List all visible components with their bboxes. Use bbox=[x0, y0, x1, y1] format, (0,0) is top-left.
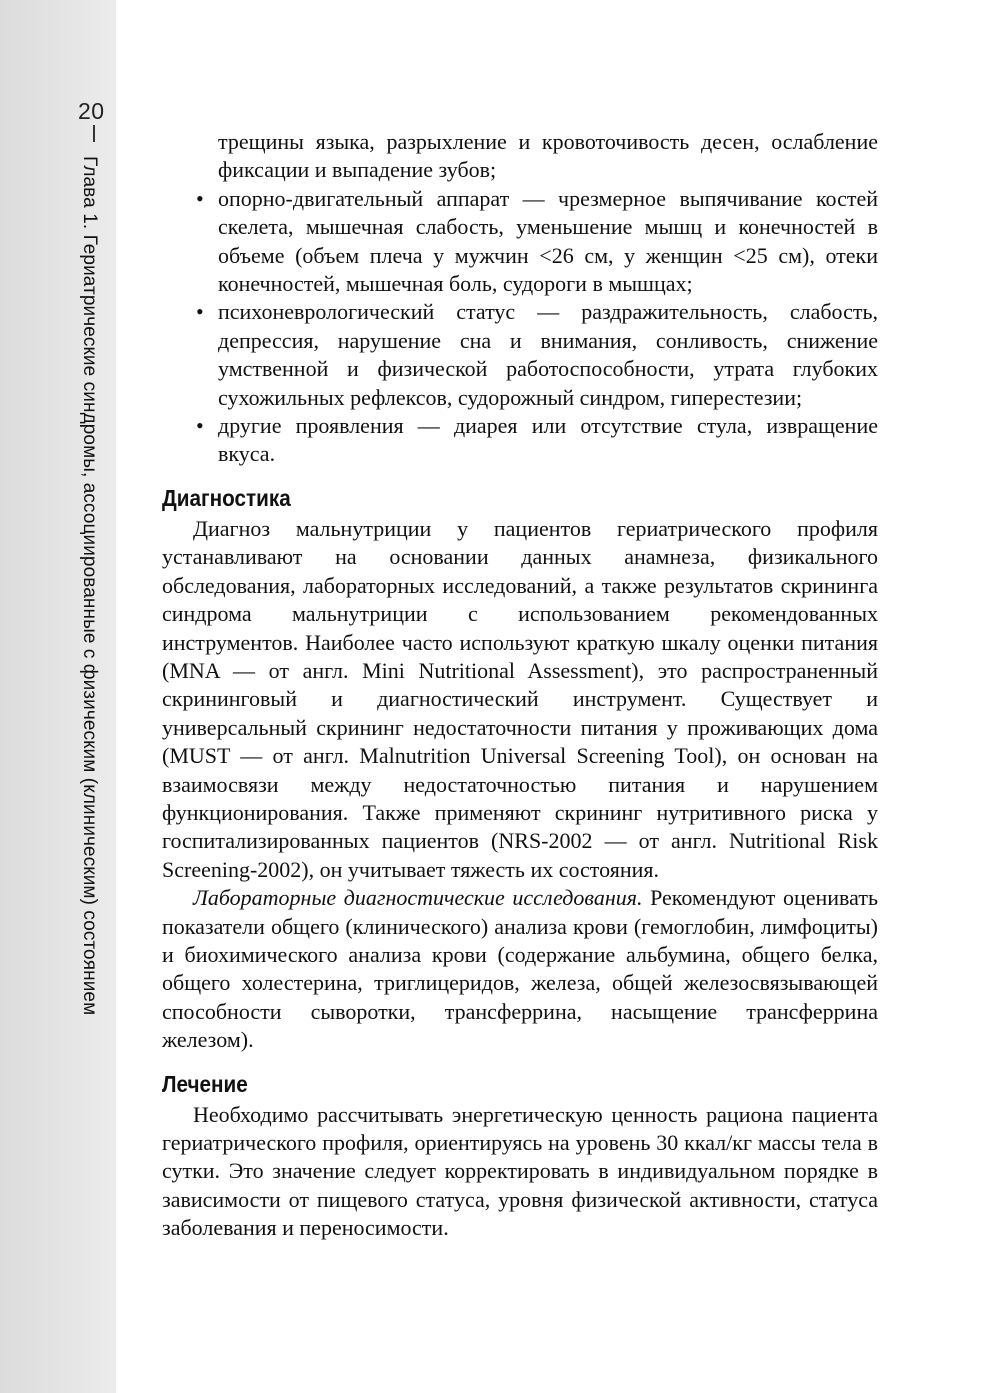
list-item bbox=[162, 298, 878, 412]
list-item bbox=[162, 412, 878, 469]
continued-list-text: трещины языка, разрыхление и кровоточивость десен, ослабление фиксации и выпадение зубов; bbox=[218, 129, 878, 183]
main-text bbox=[162, 128, 878, 1243]
bullet-icon: • bbox=[196, 185, 204, 211]
list-item-text: опорно-двигательный аппарат — чрезмерное выпячивание костей скелета, мышечная слабость, уменьшение мышц и конечностей в объеме (объем плеча у мужчин <26 см, у женщин <25 см), отеки конечностей, мышечная боль, судороги в мышцах; bbox=[218, 185, 878, 297]
page-number: 20 bbox=[78, 98, 105, 124]
treatment-paragraph: Необходимо рассчитывать энергетическую ценность рациона пациента гериатрического профиля, ориентируясь на уровень 30 ккал/кг массы тела в сутки. Это значение следует корректировать в индивидуальном порядке в зависимости от пищевого статуса, уровня физической активности, статуса заболевания и переносимости. bbox=[162, 1101, 878, 1241]
list-item-text: психоневрологический статус — раздражительность, слабость, депрессия, нарушение сна и внимания, сонливость, снижение умственной и физической работоспособности, утрата глубоких сухожильных рефлексов, судорожный синдром, гиперестезии; bbox=[218, 299, 878, 410]
diagnostics-paragraph: Диагноз мальнутриции у пациентов гериатрического профиля устанавливают на основании данных анамнеза, физикального обследования, лабораторных исследований, а также результатов скрининга синдрома мальнутриции с использованием рекомендованных инструментов. Наиболее часто используют краткую шкалу оценки питания (MNA — от англ. Mini Nutritional Assessment), это распространенный скрининговый и диагностический инструмент. Существует и универсальный скрининг недостаточности питания у проживающих дома (MUST — от англ. Malnutrition Universal Screening Tool), он основан на взаимосвязи между недостаточностью питания и нарушением функционирования. Также применяют скрининг нутритивного риска у госпитализированных пациентов (NRS-2002 — от англ. Nutritional Risk Screening-2002), он учитывает тяжесть их состояния. bbox=[162, 515, 878, 882]
treatment-heading: Лечение bbox=[162, 1070, 248, 1097]
list-item bbox=[162, 185, 878, 299]
running-chapter-title: Глава 1. Гериатрические синдромы, ассоциированные с физическим (клиническим) состоянием bbox=[79, 156, 100, 1016]
symptom-list bbox=[162, 185, 878, 469]
page-number-divider bbox=[93, 125, 95, 142]
list-item-text: другие проявления — диарея или отсутствие стула, извращение вкуса. bbox=[218, 413, 878, 467]
diagnostics-heading: Диагностика bbox=[162, 484, 291, 511]
lab-tests-lead: Лабораторные диагностические исследования. bbox=[193, 885, 643, 911]
bullet-icon: • bbox=[196, 299, 204, 325]
bullet-icon: • bbox=[196, 413, 204, 439]
lab-tests-body: Рекомендуют оценивать показатели общего (клинического) анализа крови (гемоглобин, лимфоциты) и биохимического анализа крови (содержание альбумина, общего белка, общего холестерина, триглицеридов, железа, общей железосвязывающей способности сыворотки, трансферрина, насыщение трансферрина железом). bbox=[162, 885, 878, 1053]
lab-tests-paragraph bbox=[162, 884, 878, 1054]
